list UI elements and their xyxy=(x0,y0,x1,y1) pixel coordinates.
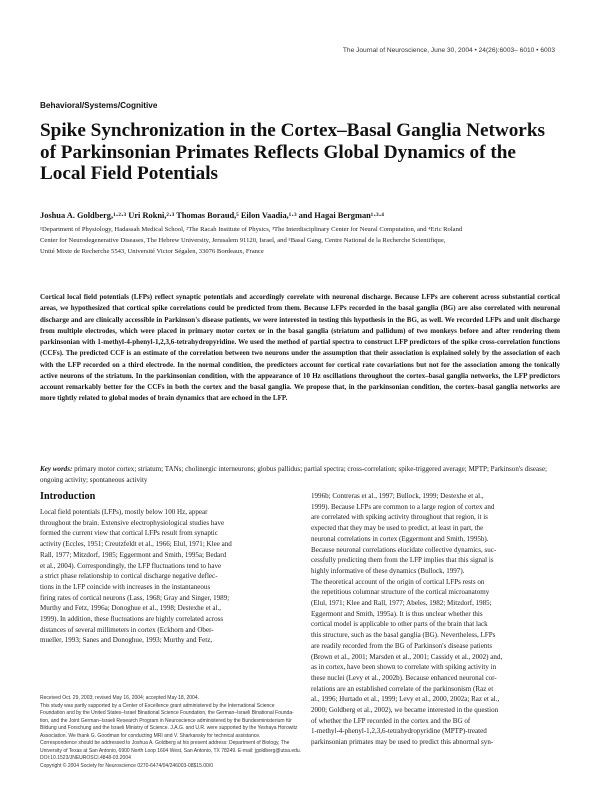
abstract: Cortical local field potentials (LFPs) reflect synaptic potentials and accordingly correlate with neuronal discharge. Because LFPs are coherent across substantial cortical areas, we hypothesized that cortical spike correlations could be predicted from them. Because LFPs recorded in the basal ganglia (BG) are also correlated with neuronal discharge and are clinically accessible in Parkinson's disease patients, we were interested in testing this hypothesis in the BG, as well. We recorded LFPs and unit discharge from multiple electrodes, which were placed in primary motor cortex or in the basal ganglia (striatum and pallidum) of two monkeys before and after rendering them parkinsonian with 1-methyl-4-phenyl-1,2,3,6-tetrahydropyridine. We used the method of partial spectra to construct LFP predictors of the spike cross-correlation functions (CCFs). The predicted CCF is an estimate of the correlation between two neurons under the assumption that their association is explained solely by the association of each with the LFP recorded on a third electrode. In the normal condition, the predictors account for cortical rate covariations but not for the association among the tonically active neurons of the striatum. In the parkinsonian condition, with the appearance of 10 Hz oscillations throughout the cortex–basal ganglia networks, the LFP predictors account remarkably better for the CCFs in both the cortex and the basal ganglia. We propose that, in the parkinsonian condition, the cortex–basal ganglia networks are more tightly related to global modes of brain dynamics that are echoed in the LFP. xyxy=(40,293,560,403)
footnotes xyxy=(40,695,304,770)
title-line: Spike Synchronization in the Cortex–Basal Ganglia Networks xyxy=(40,120,545,141)
body-text-line: Because neuronal correlations elucidate collective dynamics, suc- xyxy=(311,545,497,554)
body-text-line: cessfully predicting them from the LFP implies that this signal is xyxy=(311,556,494,565)
body-text-line: Eggermont and Smith, 1995a). It is thus unclear whether this xyxy=(311,609,483,618)
body-text-line: Local field potentials (LFPs), mostly below 100 Hz, appear xyxy=(40,508,208,516)
footnote-line: University of Texas at San Antonio, 6900 North Loop 1604 West, San Antonio, TX 78249. E-mail: jgoldberg@utsa.edu. xyxy=(40,747,302,754)
footnote-line: Correspondence should be addressed to Joshua A. Goldberg at his present address: Department of Biology, The xyxy=(40,740,290,746)
body-text-line: mueller, 1993; Sanes and Donoghue, 1993; Murthy and Fetz, xyxy=(40,636,213,645)
left-column-text xyxy=(40,507,300,646)
body-text-line: throughout the brain. Extensive electrophysiological studies have xyxy=(40,518,225,527)
right-column-text xyxy=(311,491,564,748)
body-text-line: the repetitious columnar structure of the cortical microanatomy xyxy=(311,588,490,597)
body-text-line: neuronal correlations in cortex (Eggermont and Smith, 1995b). xyxy=(311,534,489,543)
footnote-line: Bildung und Forschung and the Israeli Ministry of Science. J.A.G. and U.R. were supported by the Yeshaya Horowitz xyxy=(40,725,298,731)
body-text-line: firing rates of cortical neurons (Lass, 1968; Gray and Singer, 1989; xyxy=(40,593,230,602)
body-text-line: are readily recorded from the BG of Parkinson's disease patients xyxy=(311,641,493,650)
footnote-line: Association. We thank G. Goodman for conducting MRI and V. Sharkansky for technical assistance. xyxy=(40,732,261,739)
footnote-line: This study was partly supported by a Center of Excellence grant administered by the International Science xyxy=(40,702,275,709)
body-text-line: Rall, 1977; Mitzdorf, 1985; Eggermont and Smith, 1995a; Bedard xyxy=(40,550,227,559)
body-text-line: of whether the LFP recorded in the cortex and the BG of xyxy=(311,716,471,725)
body-text-line: 1-methyl-4-phenyl-1,2,3,6-tetrahydropyridine (MPTP)-treated xyxy=(311,727,487,736)
keywords xyxy=(40,464,560,487)
footnote-line: tion, and the Joint German–Israeli Research Program in Neuroscience administered by the Bundesministerium für xyxy=(40,717,292,724)
intro-heading: Introduction xyxy=(40,491,96,502)
body-text-line: as in cortex, have been shown to correlate with spiking activity in xyxy=(311,663,497,672)
footnote-line: Received Oct. 29, 2003; revised May 16, 2004; accepted May 18, 2004. xyxy=(40,695,199,701)
body-text-line: activity (Eccles, 1951; Creutzfeldt et al., 1966; Elul, 1971; Klee and xyxy=(40,540,232,549)
body-text-line: (Elul, 1971; Klee and Rall, 1977; Abeles, 1982; Mitzdorf, 1985; xyxy=(311,599,492,608)
affiliation-line: ¹Department of Physiology, Hadassah Medical School, ²The Racah Institute of Physics, ³The Interdisciplinary Center for Neural Computation, and ⁴Eric Roland xyxy=(40,226,463,233)
footnote-line: DOI:10.1523/JNEUROSCI.4848-03.2004 xyxy=(40,755,131,761)
author-list: Joshua A. Goldberg,¹·²·³ Uri Rokni,²·³ Thomas Boraud,⁵ Eilon Vaadia,¹·³ and Hagai Bergman¹·³·⁴ xyxy=(40,211,384,220)
body-text-line: highly informative of these dynamics (Bullock, 1997). xyxy=(311,566,465,575)
title-line: of Parkinsonian Primates Reflects Global Dynamics of the xyxy=(40,141,516,163)
affiliation-line: Center for Neurodegenerative Diseases, The Hebrew University, Jerusalem 91120, Israel, and ⁵Basal Gang, Centre National de la Recherche Scientifique, xyxy=(40,237,446,244)
body-text-line: 1999). In addition, these fluctuations are highly correlated across xyxy=(40,615,224,624)
body-text-line: parkinsonian primates may be used to predict this abnormal syn- xyxy=(311,738,494,747)
body-text-line: are correlated with spiking activity throughout that region, it is xyxy=(311,513,488,522)
footnote-line: Copyright © 2004 Society for Neuroscience 0270-6474/04/246003-08$15.00/0 xyxy=(40,762,213,769)
body-text-line: tions in the LFP coincide with increases in the instantaneous xyxy=(40,582,211,591)
article-title xyxy=(40,120,580,185)
title-line: Local Field Potentials xyxy=(40,163,218,185)
section-label: Behavioral/Systems/Cognitive xyxy=(40,101,158,110)
body-text-line: relations are an established correlate of the parkinsonism (Raz et xyxy=(311,684,494,693)
body-text-line: a strict phase relationship to cortical discharge negative deflec- xyxy=(40,572,218,581)
body-text-line: et al., 2004). Correspondingly, the LFP fluctuations tend to have xyxy=(40,561,222,570)
body-text-line: this structure, such as the basal ganglia (BG). Nevertheless, LFPs xyxy=(311,631,496,640)
affiliations xyxy=(40,224,580,257)
running-header: The Journal of Neuroscience, June 30, 2004 • 24(26):6003– 6010 • 6003 xyxy=(342,47,555,54)
keywords-text: primary motor cortex; striatum; TANs; cholinergic interneurons; globus pallidus; partial spectra; cross-correlation; spike-triggered average; MPTP; Parkinson's disease; ongoing activity; spontaneous activity xyxy=(40,465,547,485)
footnote-line: Foundation and by the United States–Israel Binational Science Foundation, the German–Israeli Binational Founda- xyxy=(40,710,294,716)
body-text-line: 1999). Because LFPs are common to a large region of cortex and xyxy=(311,502,495,511)
body-text-line: formed the current view that cortical LFPs result from synaptic xyxy=(40,529,218,538)
body-text-line: expected that they may be used to predict, at least in part, the xyxy=(311,524,484,533)
body-text-line: The theoretical account of the origin of cortical LFPs rests on xyxy=(311,577,485,586)
body-text-line: 2000; Goldberg et al., 2002), we became interested in the question xyxy=(311,706,499,715)
keywords-label: Key words: xyxy=(40,465,73,473)
body-text-line: (Brown et al., 2001; Marsden et al., 2001; Cassidy et al., 2002) and, xyxy=(311,652,503,661)
body-text-line: distances of several millimeters in cortex (Eckhorn and Ober- xyxy=(40,625,214,634)
body-text-line: 1996b; Contreras et al., 1997; Bullock, 1999; Destexhe et al., xyxy=(311,492,484,500)
body-text-line: Murthy and Fetz, 1996a; Donoghue et al., 1998; Destexhe et al., xyxy=(40,604,222,613)
affiliation-line: Unité Mixte de Recherche 5543, Université Victor Ségalen, 33076 Bordeaux, France xyxy=(40,248,264,255)
body-text-line: cortical model is applicable to other parts of the brain that lack xyxy=(311,620,488,629)
body-text-line: al., 1996; Hurtado et al., 1999; Levy et al., 2000, 2002a; Raz et al., xyxy=(311,695,500,704)
body-text-line: these nuclei (Levy et al., 2002b). Because enhanced neuronal cor- xyxy=(311,673,497,682)
